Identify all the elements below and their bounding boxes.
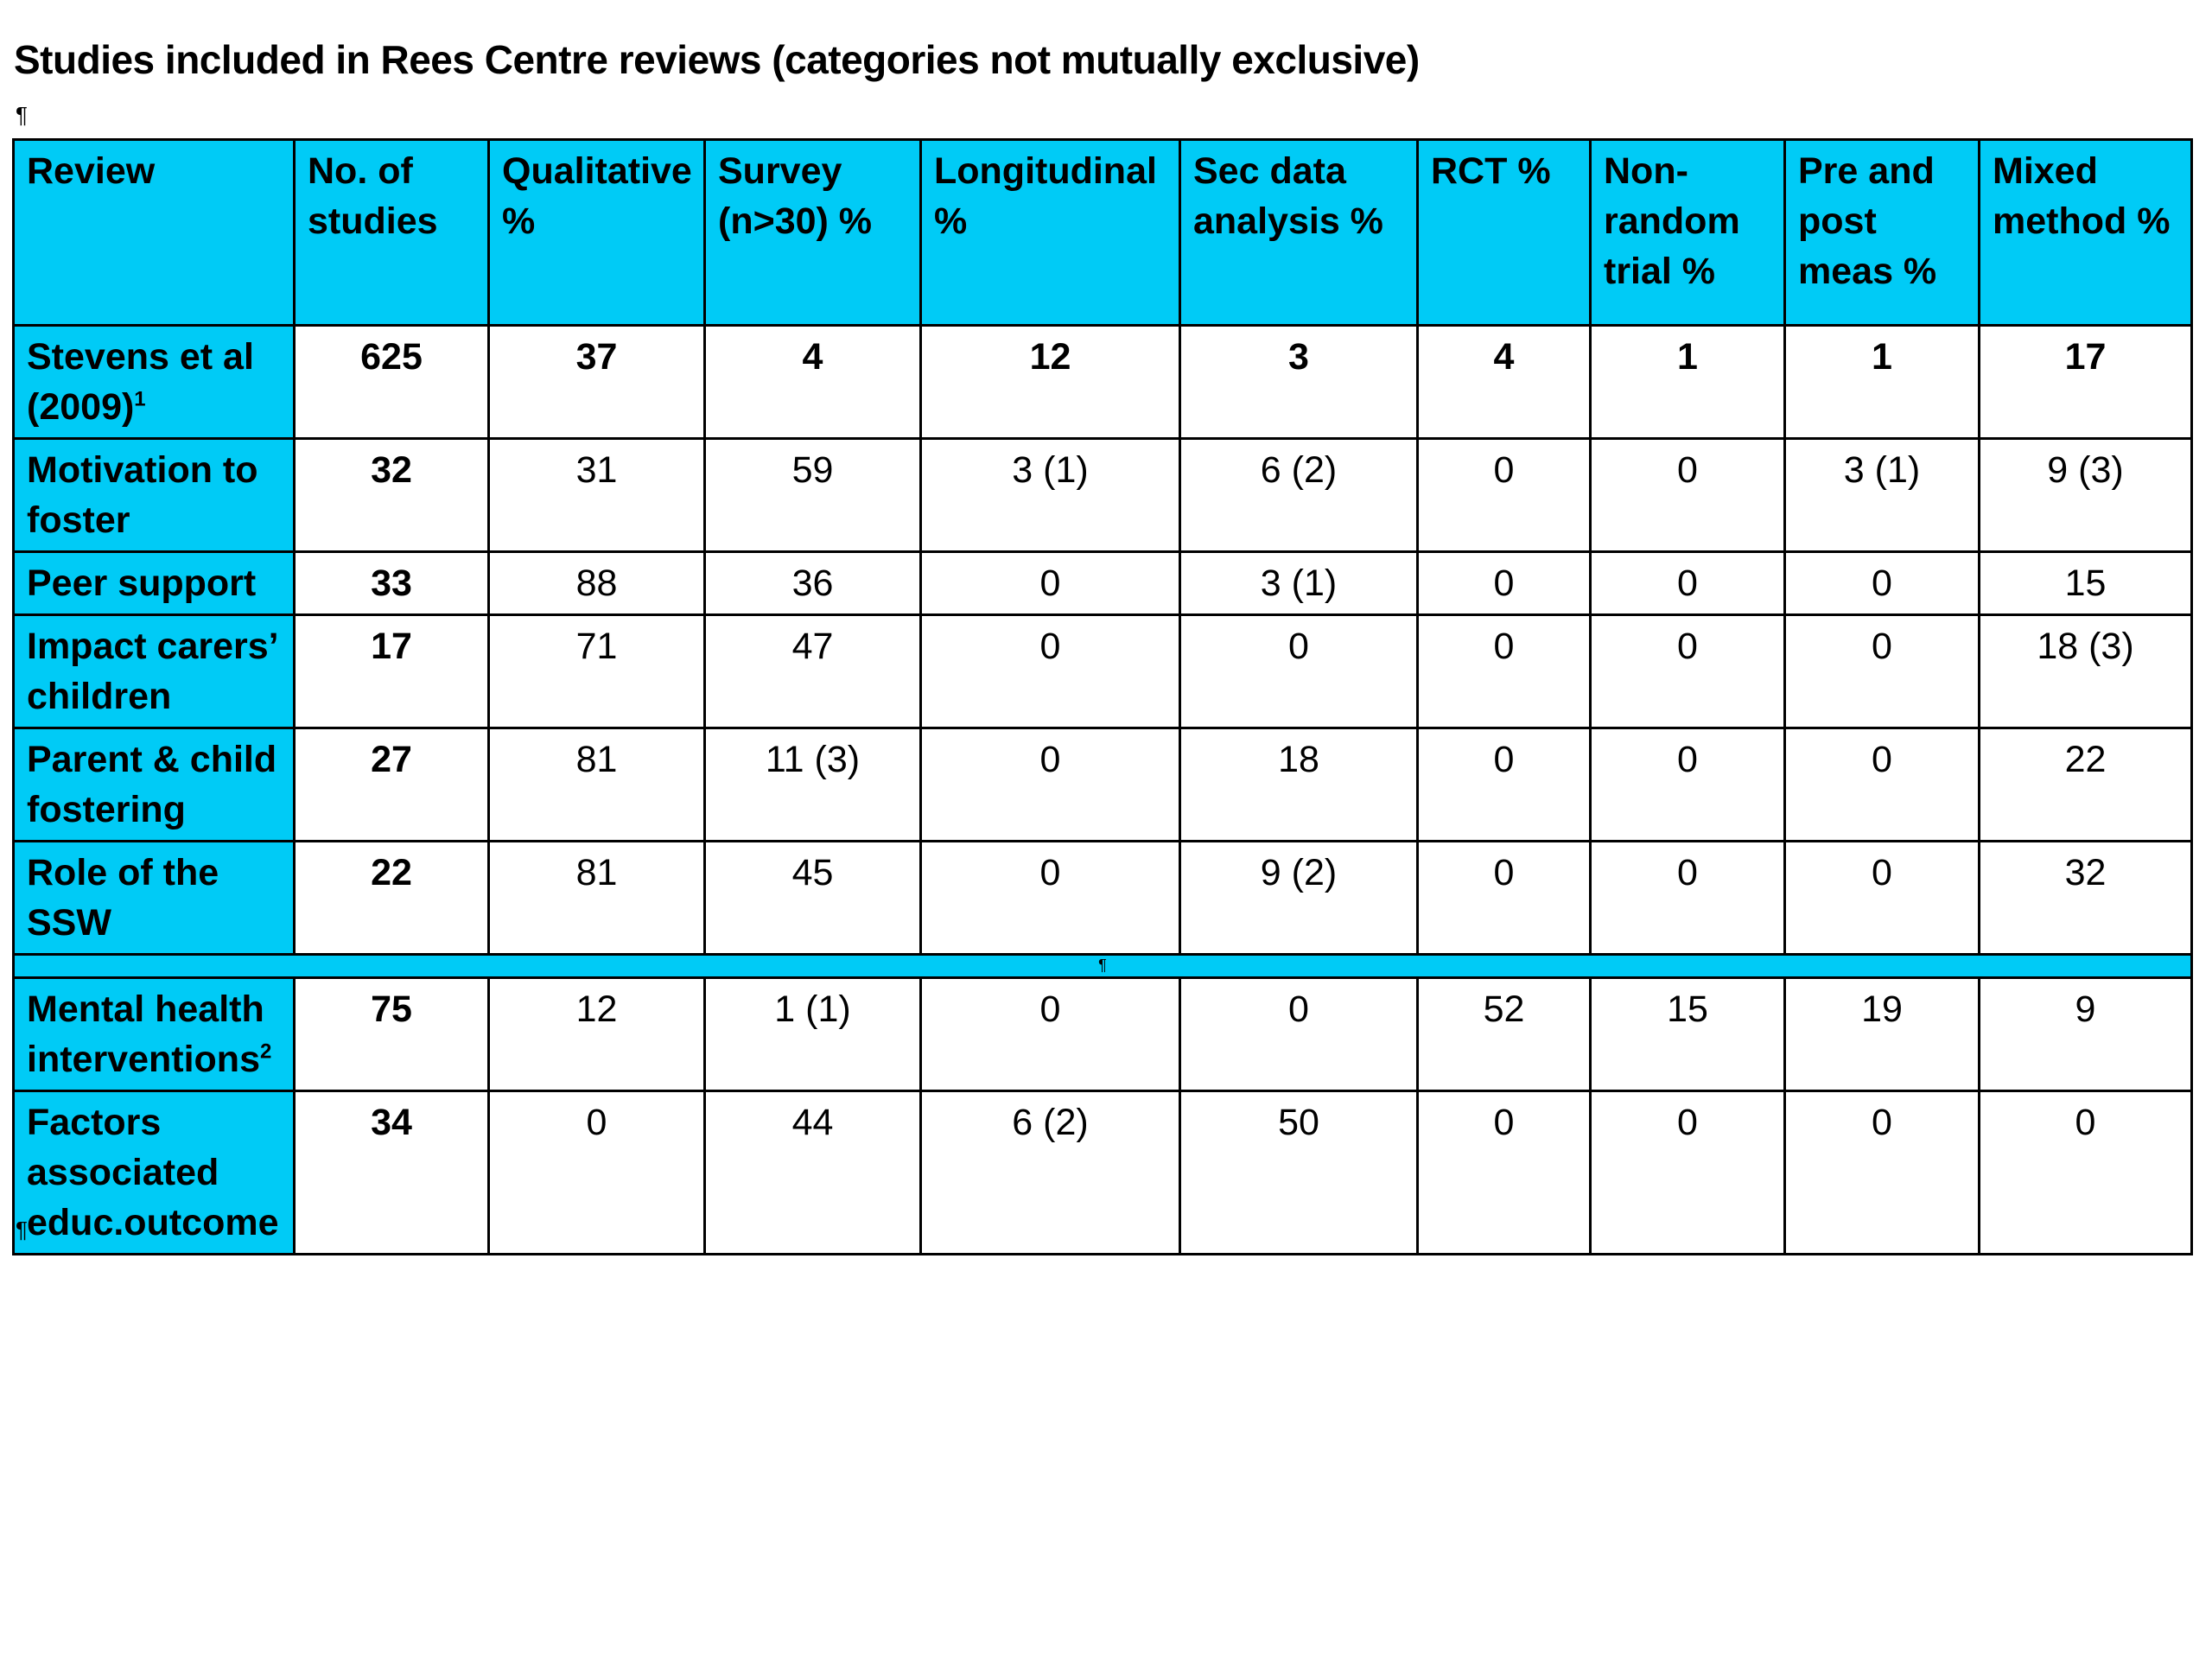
percent-cell: 0 — [1591, 615, 1785, 728]
paragraph-mark: ¶ — [16, 102, 28, 128]
table-row — [14, 615, 2192, 728]
percent-cell: 0 — [1785, 728, 1980, 842]
percent-cell: 12 — [921, 326, 1180, 439]
percent-cell: 1 — [1785, 326, 1980, 439]
separator-row — [14, 955, 2192, 978]
percent-cell: 3 — [1180, 326, 1418, 439]
percent-cell: 4 — [705, 326, 921, 439]
column-header: Review — [14, 140, 295, 326]
review-label: Mental health interventions — [27, 988, 264, 1080]
percent-cell: 12 — [489, 978, 705, 1091]
percent-cell: 32 — [1980, 842, 2192, 955]
review-label: Stevens et al (2009) — [27, 336, 254, 428]
study-count-cell: 27 — [295, 728, 489, 842]
percent-cell: 0 — [1785, 842, 1980, 955]
study-count-cell: 33 — [295, 552, 489, 615]
studies-table — [12, 138, 2193, 1255]
percent-cell: 3 (1) — [1785, 439, 1980, 552]
study-count-cell: 22 — [295, 842, 489, 955]
review-label: Motivation to foster — [27, 449, 258, 541]
percent-cell: 50 — [1180, 1091, 1418, 1255]
review-label: Role of the SSW — [27, 852, 219, 944]
percent-cell: 0 — [1418, 728, 1591, 842]
review-name-cell — [14, 728, 295, 842]
percent-cell: 0 — [1785, 1091, 1980, 1255]
study-count-cell: 32 — [295, 439, 489, 552]
header-row — [14, 140, 2192, 326]
percent-cell: 88 — [489, 552, 705, 615]
column-header: No. of studies — [295, 140, 489, 326]
percent-cell: 17 — [1980, 326, 2192, 439]
review-label: Parent & child fostering — [27, 739, 277, 830]
percent-cell: 0 — [1591, 842, 1785, 955]
review-label: Factors associated educ.outcome — [27, 1102, 279, 1243]
table-row — [14, 552, 2192, 615]
column-header: Pre and post meas % — [1785, 140, 1980, 326]
percent-cell: 0 — [1591, 728, 1785, 842]
percent-cell: 9 — [1980, 978, 2192, 1091]
study-count-cell: 625 — [295, 326, 489, 439]
review-label: Impact carers’ children — [27, 626, 277, 717]
percent-cell: 18 — [1180, 728, 1418, 842]
percent-cell: 0 — [1785, 552, 1980, 615]
percent-cell: 0 — [1591, 439, 1785, 552]
percent-cell: 1 (1) — [705, 978, 921, 1091]
percent-cell: 0 — [1180, 978, 1418, 1091]
percent-cell: 0 — [1591, 552, 1785, 615]
percent-cell: 47 — [705, 615, 921, 728]
percent-cell: 18 (3) — [1980, 615, 2192, 728]
percent-cell: 36 — [705, 552, 921, 615]
percent-cell: 0 — [1980, 1091, 2192, 1255]
column-header: Qualitative % — [489, 140, 705, 326]
review-name-cell — [14, 326, 295, 439]
percent-cell: 1 — [1591, 326, 1785, 439]
percent-cell: 0 — [1591, 1091, 1785, 1255]
percent-cell: 0 — [921, 552, 1180, 615]
percent-cell: 31 — [489, 439, 705, 552]
review-name-cell — [14, 552, 295, 615]
percent-cell: 9 (3) — [1980, 439, 2192, 552]
percent-cell: 81 — [489, 842, 705, 955]
percent-cell: 3 (1) — [921, 439, 1180, 552]
percent-cell: 0 — [1180, 615, 1418, 728]
percent-cell: 0 — [1418, 842, 1591, 955]
percent-cell: 9 (2) — [1180, 842, 1418, 955]
review-name-cell — [14, 1091, 295, 1255]
percent-cell: 0 — [1418, 1091, 1591, 1255]
percent-cell: 0 — [921, 728, 1180, 842]
percent-cell: 6 (2) — [921, 1091, 1180, 1255]
percent-cell: 22 — [1980, 728, 2192, 842]
percent-cell: 6 (2) — [1180, 439, 1418, 552]
percent-cell: 45 — [705, 842, 921, 955]
percent-cell: 15 — [1980, 552, 2192, 615]
percent-cell: 0 — [921, 978, 1180, 1091]
review-name-cell — [14, 978, 295, 1091]
paragraph-mark: ¶ — [1098, 957, 1107, 974]
table-row — [14, 439, 2192, 552]
separator-cell — [14, 955, 2192, 978]
percent-cell: 71 — [489, 615, 705, 728]
footnote-marker: 2 — [260, 1039, 272, 1064]
table-row — [14, 728, 2192, 842]
percent-cell: 0 — [1785, 615, 1980, 728]
percent-cell: 81 — [489, 728, 705, 842]
paragraph-mark: ¶ — [16, 1217, 28, 1243]
percent-cell: 4 — [1418, 326, 1591, 439]
percent-cell: 15 — [1591, 978, 1785, 1091]
table-row — [14, 978, 2192, 1091]
table-row — [14, 1091, 2192, 1255]
study-count-cell: 75 — [295, 978, 489, 1091]
percent-cell: 0 — [489, 1091, 705, 1255]
percent-cell: 11 (3) — [705, 728, 921, 842]
review-label: Peer support — [27, 563, 257, 604]
table-row — [14, 326, 2192, 439]
percent-cell: 0 — [921, 842, 1180, 955]
percent-cell: 44 — [705, 1091, 921, 1255]
column-header: RCT % — [1418, 140, 1591, 326]
review-name-cell — [14, 615, 295, 728]
column-header: Longitudinal % — [921, 140, 1180, 326]
review-name-cell — [14, 439, 295, 552]
percent-cell: 19 — [1785, 978, 1980, 1091]
study-count-cell: 17 — [295, 615, 489, 728]
page-title: Studies included in Rees Centre reviews (categories not mutually exclusive) — [14, 37, 1420, 82]
percent-cell: 0 — [1418, 615, 1591, 728]
column-header: Survey (n>30) % — [705, 140, 921, 326]
percent-cell: 0 — [1418, 439, 1591, 552]
column-header: Sec data analysis % — [1180, 140, 1418, 326]
percent-cell: 0 — [921, 615, 1180, 728]
percent-cell: 37 — [489, 326, 705, 439]
percent-cell: 59 — [705, 439, 921, 552]
column-header: Non-random trial % — [1591, 140, 1785, 326]
footnote-marker: 1 — [134, 387, 146, 411]
table-row — [14, 842, 2192, 955]
percent-cell: 52 — [1418, 978, 1591, 1091]
percent-cell: 3 (1) — [1180, 552, 1418, 615]
percent-cell: 0 — [1418, 552, 1591, 615]
review-name-cell — [14, 842, 295, 955]
study-count-cell: 34 — [295, 1091, 489, 1255]
column-header: Mixed method % — [1980, 140, 2192, 326]
